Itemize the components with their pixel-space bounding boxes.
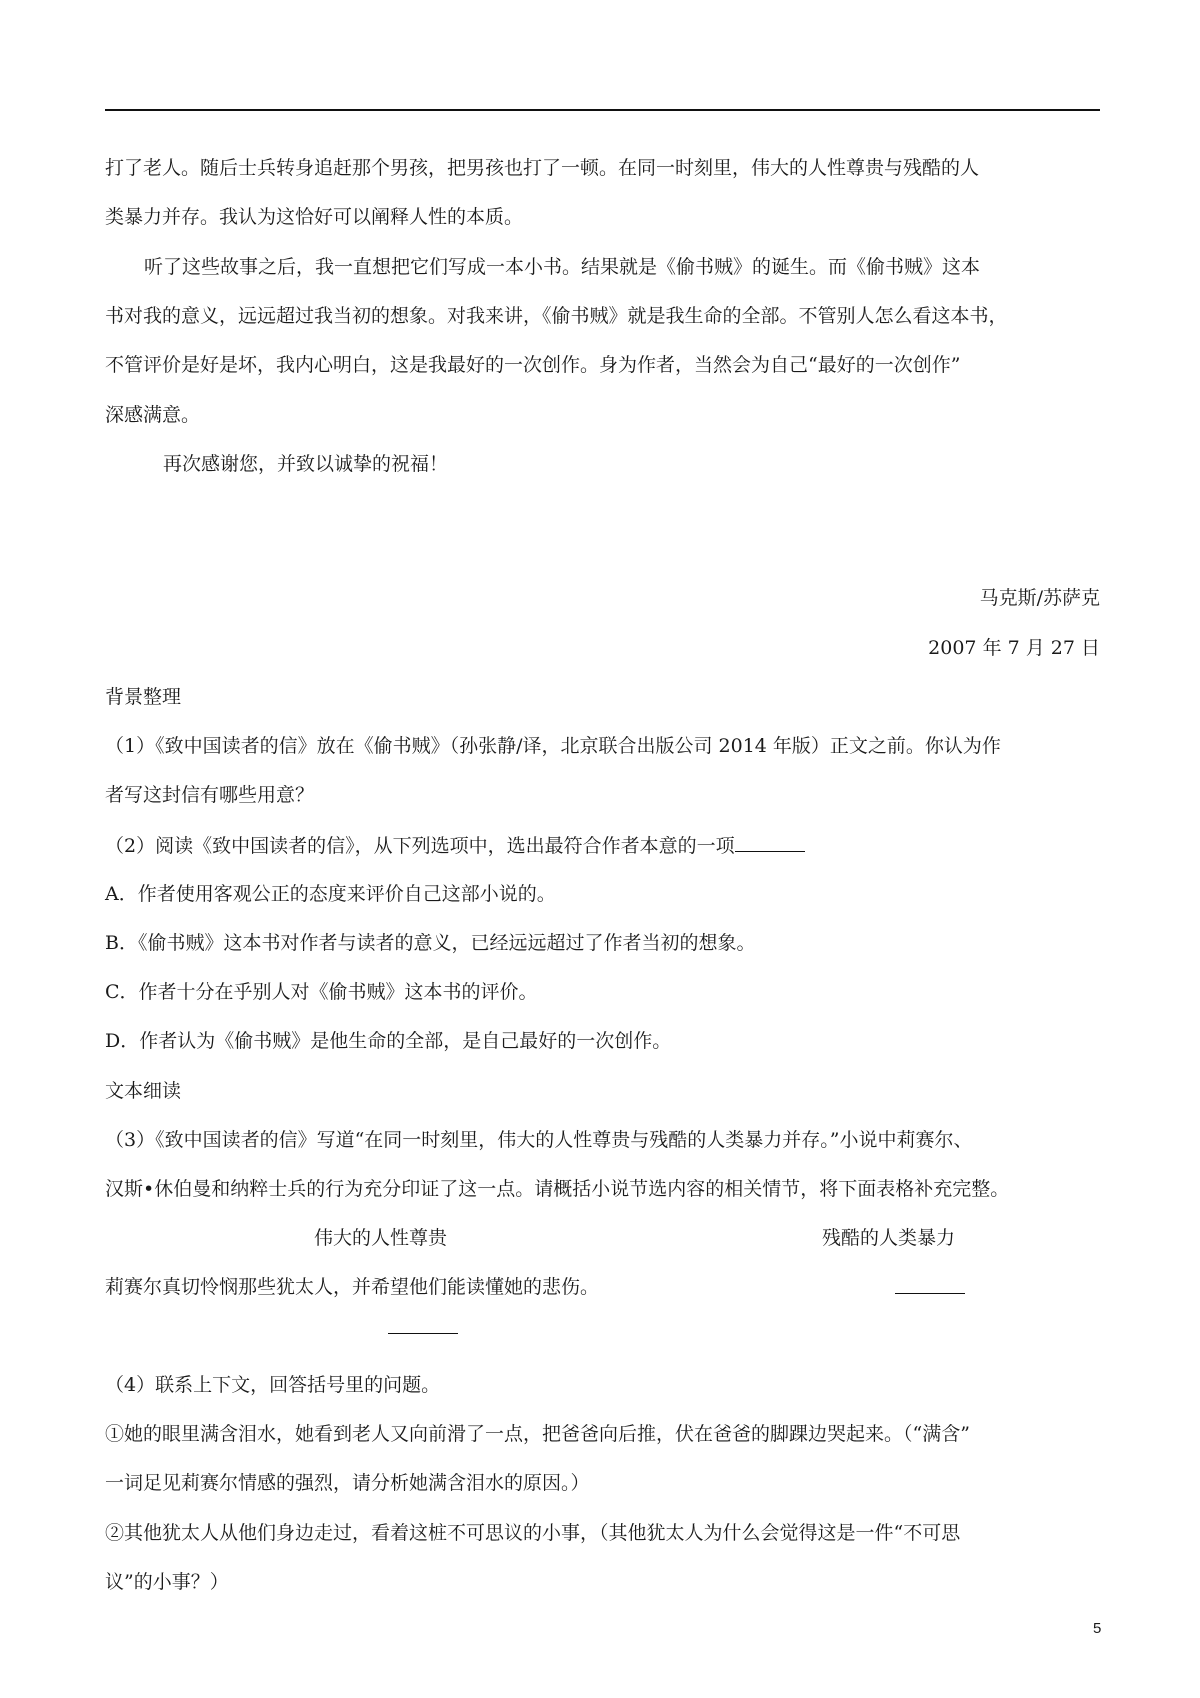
section-heading-reading: 文本细读 xyxy=(105,1080,182,1102)
question-4-2-line-1: ②其他犹太人从他们身边走过，看着这桩不可思议的小事，（其他犹太人为什么会觉得这是一件“不可思 xyxy=(105,1522,961,1544)
section-heading-background: 背景整理 xyxy=(105,686,182,708)
letter-paragraph-2-line-4: 深感满意。 xyxy=(105,404,201,426)
question-2 xyxy=(105,833,805,858)
letter-date: 2007 年 7 月 27 日 xyxy=(928,637,1100,659)
table-header-violence: 残酷的人类暴力 xyxy=(822,1227,956,1249)
table-row-1-dignity: 莉赛尔真切怜悯那些犹太人，并希望他们能读懂她的悲伤。 xyxy=(105,1276,600,1298)
option-b: B．《偷书贼》这本书对作者与读者的意义，已经远远超过了作者当初的想象。 xyxy=(105,932,756,954)
letter-paragraph-1-line-2: 类暴力并存。我认为这恰好可以阐释人性的本质。 xyxy=(105,206,524,228)
question-4-1-line-2: 一词足见莉赛尔情感的强烈，请分析她满含泪水的原因。） xyxy=(105,1472,590,1494)
letter-paragraph-2-line-2: 书对我的意义，远远超过我当初的想象。对我来讲，《偷书贼》就是我生命的全部。不管别人怎么看这本书， xyxy=(105,305,1008,327)
question-2-text: （2）阅读《致中国读者的信》，从下列选项中，选出最符合作者本意的一项 xyxy=(105,835,735,857)
question-4: （4）联系上下文，回答括号里的问题。 xyxy=(105,1374,441,1396)
question-4-1-line-1: ①她的眼里满含泪水，她看到老人又向前滑了一点，把爸爸向后推，伏在爸爸的脚踝边哭起来。（“满含” xyxy=(105,1423,970,1445)
answer-blank-dignity-row-2[interactable] xyxy=(388,1315,458,1334)
question-1-line-2: 者写这封信有哪些用意？ xyxy=(105,784,315,806)
letter-paragraph-1-line-1: 打了老人。随后士兵转身追赶那个男孩，把男孩也打了一顿。在同一时刻里，伟大的人性尊贵与残酷的人 xyxy=(105,157,980,179)
question-1-line-1: （1）《致中国读者的信》放在《偷书贼》（孙张静/译，北京联合出版公司 2014 年版）正文之前。你认为作 xyxy=(105,735,1001,757)
letter-paragraph-2-line-3: 不管评价是好是坏，我内心明白，这是我最好的一次创作。身为作者，当然会为自己“最好的一次创作” xyxy=(105,354,961,376)
question-3-line-1: （3）《致中国读者的信》写道“在同一时刻里，伟大的人性尊贵与残酷的人类暴力并存。”小说中莉赛尔、 xyxy=(105,1129,973,1151)
header-rule xyxy=(105,109,1100,111)
question-3-line-2: 汉斯•休伯曼和纳粹士兵的行为充分印证了这一点。请概括小说节选内容的相关情节，将下面表格补充完整。 xyxy=(105,1178,1010,1200)
page-number: 5 xyxy=(1093,1620,1102,1637)
letter-signature: 马克斯/苏萨克 xyxy=(979,587,1100,609)
letter-closing: 再次感谢您，并致以诚挚的祝福！ xyxy=(163,453,449,475)
table-row-2-dignity-cell xyxy=(388,1315,458,1340)
answer-blank-violence-row-1[interactable] xyxy=(895,1275,965,1294)
answer-blank-q2[interactable] xyxy=(735,833,805,852)
option-a: A．作者使用客观公正的态度来评价自己这部小说的。 xyxy=(105,883,556,905)
letter-paragraph-2-line-1: 听了这些故事之后，我一直想把它们写成一本小书。结果就是《偷书贼》的诞生。而《偷书贼》这本 xyxy=(144,256,981,278)
question-4-2-line-2: 议”的小事？） xyxy=(105,1571,229,1593)
option-d: D．作者认为《偷书贼》是他生命的全部，是自己最好的一次创作。 xyxy=(105,1030,672,1052)
table-header-dignity: 伟大的人性尊贵 xyxy=(314,1227,448,1249)
table-row-1-violence-cell xyxy=(895,1275,965,1300)
option-c: C．作者十分在乎别人对《偷书贼》这本书的评价。 xyxy=(105,981,538,1003)
